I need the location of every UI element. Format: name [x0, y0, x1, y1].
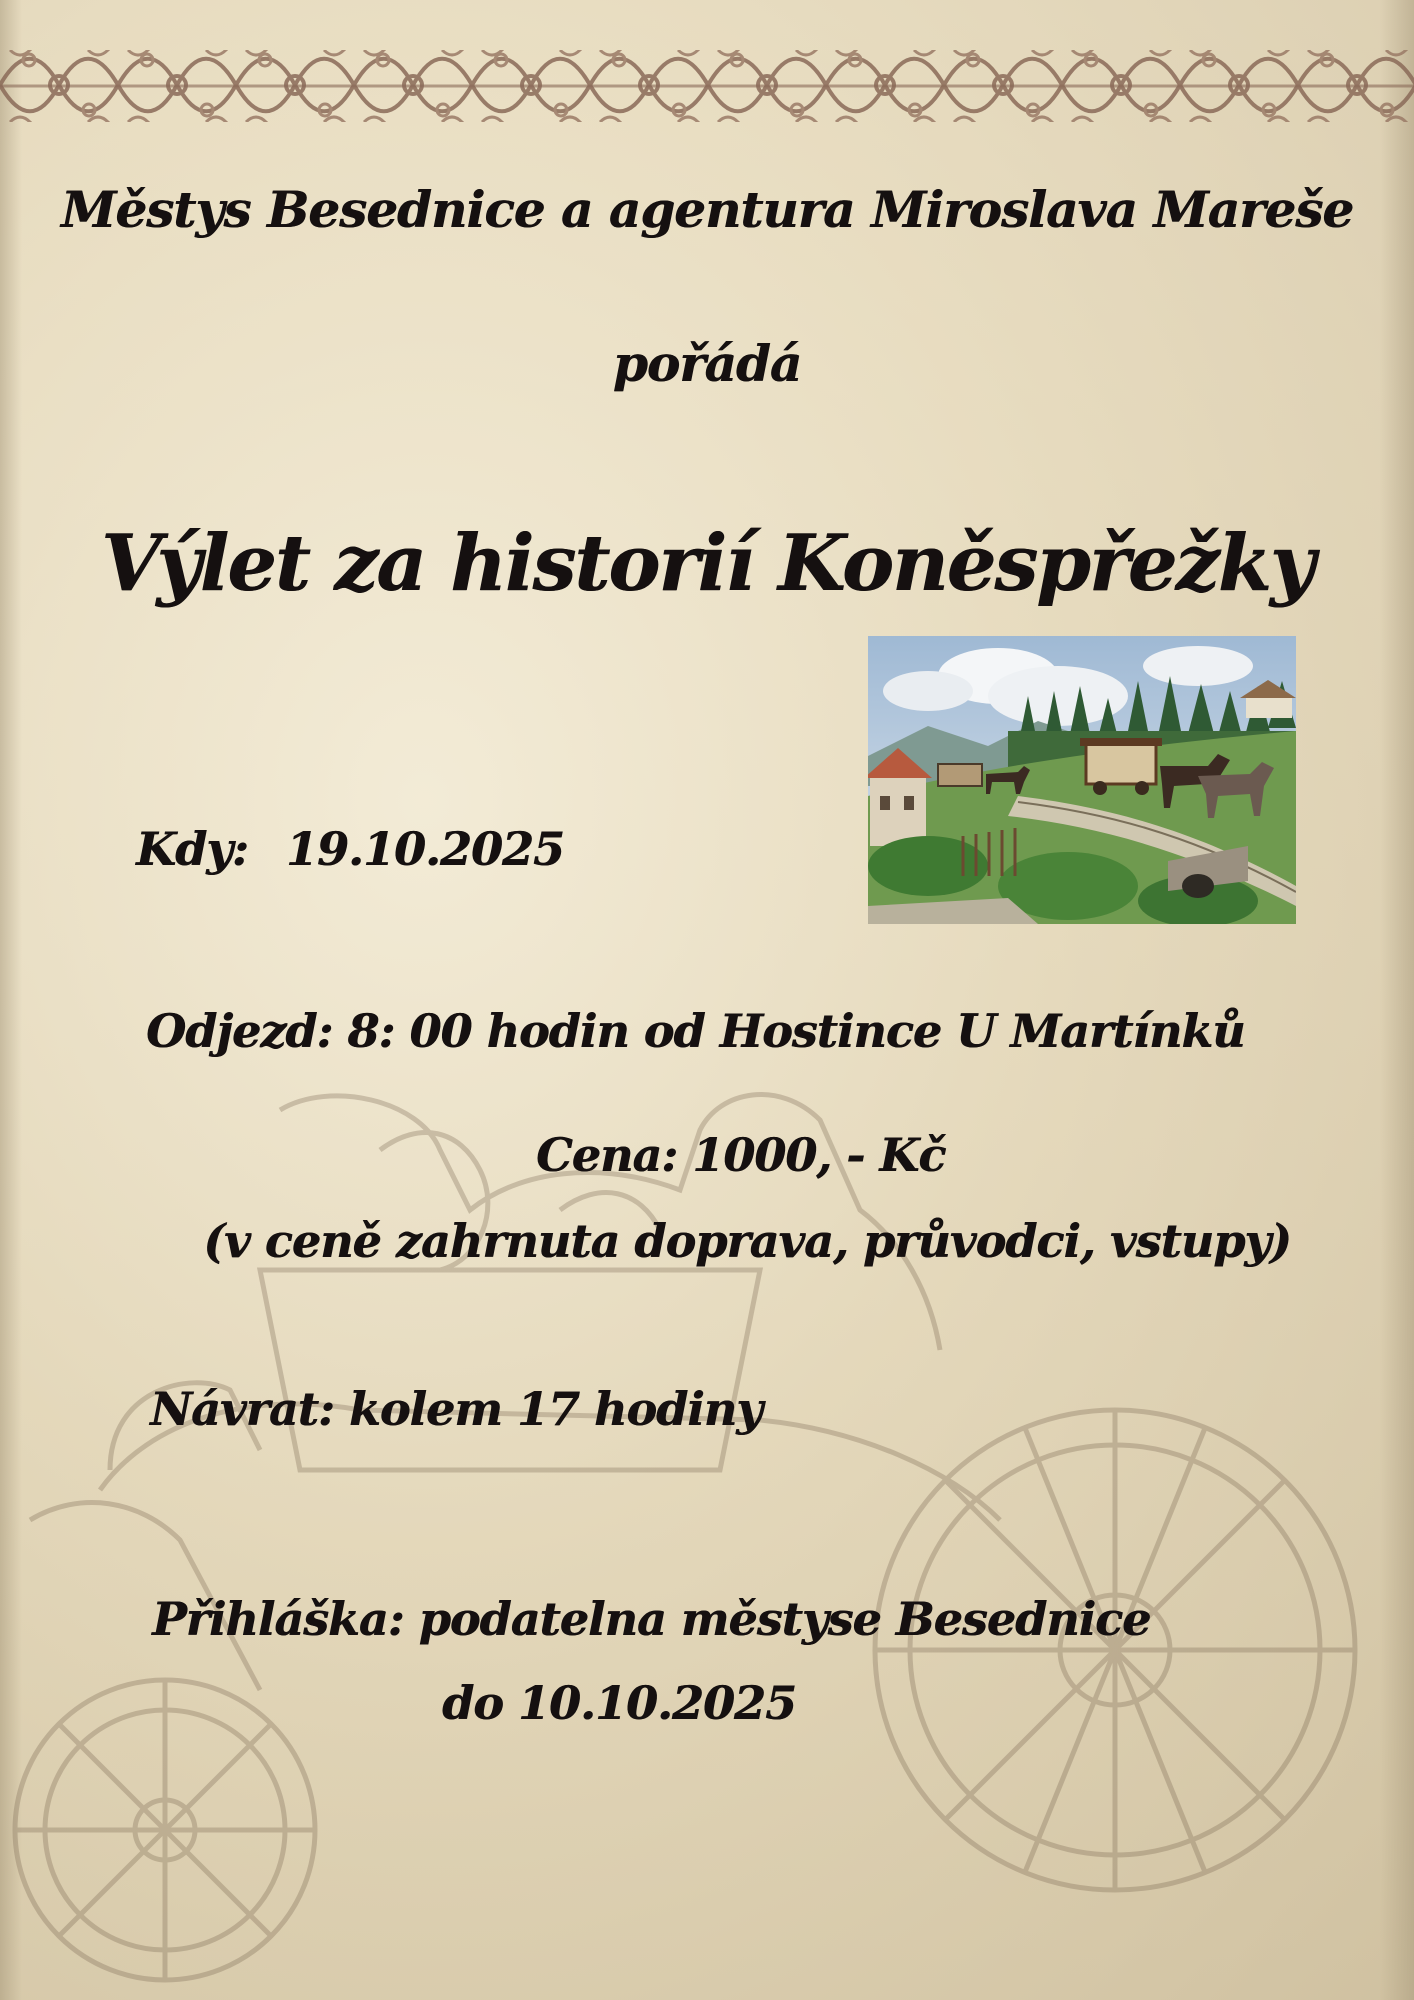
signup-deadline: do 10.10.2025 — [442, 1676, 796, 1730]
organizes-line: pořádá — [612, 334, 802, 393]
when-date: 19.10.2025 — [285, 822, 564, 876]
return-line: Návrat: kolem 17 hodiny — [150, 1382, 762, 1436]
event-title: Výlet za historií Koněspřežky — [100, 518, 1314, 609]
ornamental-border — [0, 30, 1414, 140]
when-label: Kdy: — [136, 822, 248, 876]
when-line — [136, 822, 564, 876]
signup-line: Přihláška: podatelna městyse Besednice — [152, 1592, 1151, 1646]
departure-line: Odjezd: 8: 00 hodin od Hostince U Martínků — [146, 1004, 1245, 1058]
price-line: Cena: 1000, - Kč — [536, 1128, 946, 1182]
price-note: (v ceně zahrnuta doprava, průvodci, vstupy) — [203, 1214, 1291, 1268]
horse-railway-painting — [868, 636, 1296, 924]
organizer-line: Městys Besednice a agentura Miroslava Mareše — [60, 180, 1354, 239]
